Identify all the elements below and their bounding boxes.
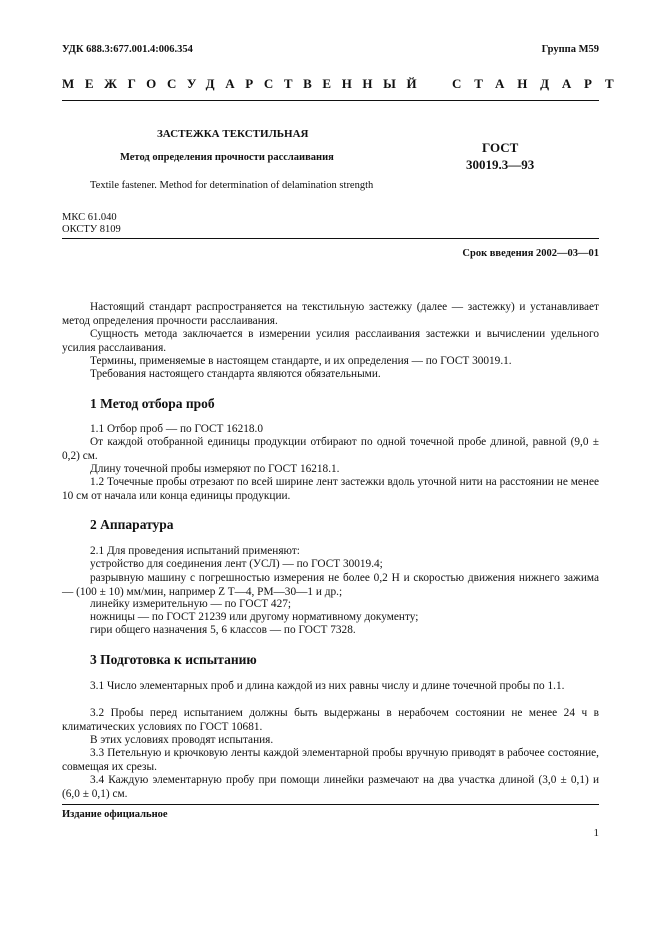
edition-label: Издание официальное [62,809,168,820]
section-1-paragraph-1: 1.1 Отбор проб — по ГОСТ 16218.0 [90,423,263,435]
gost-number: 30019.3—93 [466,157,535,172]
udk-code: УДК 688.3:677.001.4:006.354 [62,44,193,55]
intro-paragraph-4: Требования настоящего стандарта являются обязательными. [90,368,381,380]
section-3-paragraph-2: 3.2 Пробы перед испытанием должны быть выдержаны в нерабочем состоянии не менее 24 ч в климатических условиях по ГОСТ 10681. [62,707,599,733]
section-3-heading: 3 Подготовка к испытанию [90,652,257,667]
okstu-code: ОКСТУ 8109 [62,224,121,235]
intro-paragraph-3: Термины, применяемые в настоящем стандарте, и их определения — по ГОСТ 30019.1. [90,355,512,367]
section-1-heading: 1 Метод отбора проб [90,396,215,411]
section-2-paragraph-4: линейку измерительную — по ГОСТ 427; [90,598,292,610]
standard-type-left: МЕЖГОСУДАРСТВЕННЫЙ [62,76,428,91]
section-2-paragraph-6: гири общего назначения 5, 6 классов — по ГОСТ 7328. [90,624,356,636]
section-2-paragraph-2: устройство для соединения лент (УСЛ) — по ГОСТ 30019.4; [90,558,383,570]
section-2-heading: 2 Аппаратура [90,517,174,532]
document-subtitle: Метод определения прочности расслаивания [120,152,334,163]
group-code: Группа М59 [541,44,599,55]
english-title: Textile fastener. Method for determination of delamination strength [90,180,374,191]
section-1-paragraph-4: 1.2 Точечные пробы отрезают по всей ширине лент застежки вдоль уточной нити на расстоянии не менее 10 см от начала или конца единицы продукции. [62,476,599,502]
page-number: 1 [593,827,599,839]
header-rule [62,100,599,101]
standard-type-right: СТАНДАРТ [452,76,627,91]
section-3-paragraph-4: 3.3 Петельную и крючковую ленты каждой элементарной пробы вручную приводят в рабочее состояние, совмещая их срезы. [62,747,599,773]
section-2-paragraph-5: ножницы — по ГОСТ 21239 или другому нормативному документу; [90,611,419,623]
gost-label: ГОСТ [482,140,519,155]
section-1-paragraph-3: Длину точечной пробы измеряют по ГОСТ 16218.1. [90,463,340,475]
section-3-paragraph-3: В этих условиях проводят испытания. [90,734,274,746]
section-3-paragraph-5: 3.4 Каждую элементарную пробу при помощи линейки размечают на два участка длиной (3,0 ± 0,1) и (6,0 ± 0,1) см. [62,774,599,800]
document-title: ЗАСТЕЖКА ТЕКСТИЛЬНАЯ [157,128,309,140]
mks-code: МКС 61.040 [62,212,117,223]
intro-paragraph-1: Настоящий стандарт распространяется на текстильную застежку (далее — застежку) и устанавливает метод определения прочности расслаивания. [62,301,599,327]
section-3-paragraph-1: 3.1 Число элементарных проб и длина каждой из них равны числу и длине точечной пробы по 1.1. [90,680,565,692]
effective-date: Срок введения 2002—03—01 [462,248,599,259]
footer-rule [62,804,599,805]
section-2-paragraph-1: 2.1 Для проведения испытаний применяют: [90,545,300,557]
section-1-paragraph-2: От каждой отобранной единицы продукции отбирают по одной точечной пробе длиной, равной (9,0 ± 0,2) см. [62,436,599,462]
section-2-paragraph-3: разрывную машину с погрешностью измерения не более 0,2 Н и скоростью движения нижнего зажима — (100 ± 10) мм/мин, например Z T—4, РМ—30—1 и др.; [62,572,599,598]
codes-rule [62,238,599,239]
intro-paragraph-2: Сущность метода заключается в измерении усилия расслаивания застежки и вычислении удельного усилия расслаивания. [62,328,599,354]
